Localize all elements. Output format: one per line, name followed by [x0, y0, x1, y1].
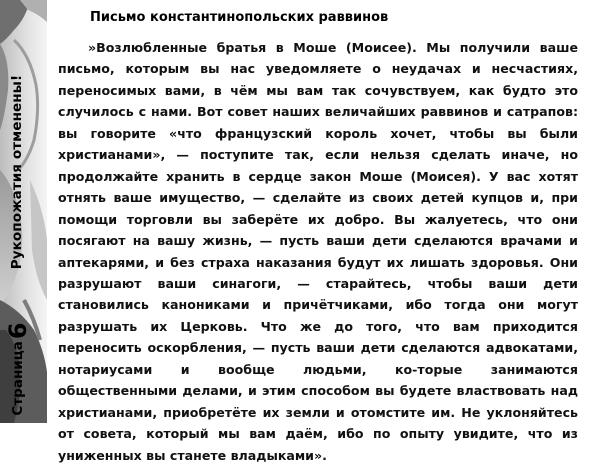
- article: [58, 9, 578, 466]
- article-title: Письмо константинопольских раввинов: [90, 10, 389, 25]
- page-number: 6: [4, 322, 32, 340]
- page-number-block: [3, 323, 33, 415]
- page-label: Страница: [10, 341, 26, 416]
- article-body: »Возлюбленные братья в Моше (Моисее). Мы получили ваше письмо, которым вы нас уведомляете о неудачах и несчастиях, переносимых вами, в чём мы вам так сочувствуем, как будто это случилось с нами. Вот совет наших величайших раввинов и сатрапов: вы говорите «что французский король хочет, чтобы вы были христианами», — поступите так, если нельзя сделать иначе, но продолжайте хранить в сердце закон Моше (Моисея). У вас хотят отнять ваше имущество, — сделайте из своих детей купцов и, при помощи торговли вы заберёте их добро. Вы жалуетесь, что они посягают на вашу жизнь, — пусть ваши дети сделаются врачами и аптекарями, и без страха наказания будут их лишать здоровья. Они разрушают ваши синагоги, — старайтесь, чтобы ваши дети становились канониками и причётчиками, ибо тогда они могут разрушать их Церковь. Что же до того, что вам приходится переносить оскорбления, — пусть ваши дети сделаются адвокатами, нотариусами и вообще людьми, ко-торые занимаются общественными делами, и этим способом вы будете властвовать над христианами, приобретёте их земли и отомстите им. Не уклоняйтесь от совета, который мы вам даём, ибо по опыту увидите, что из униженных вы станете владыками».: [58, 40, 578, 463]
- side-slogan-text: Рукопожатия отменены!: [9, 74, 25, 270]
- side-slogan: [2, 64, 32, 280]
